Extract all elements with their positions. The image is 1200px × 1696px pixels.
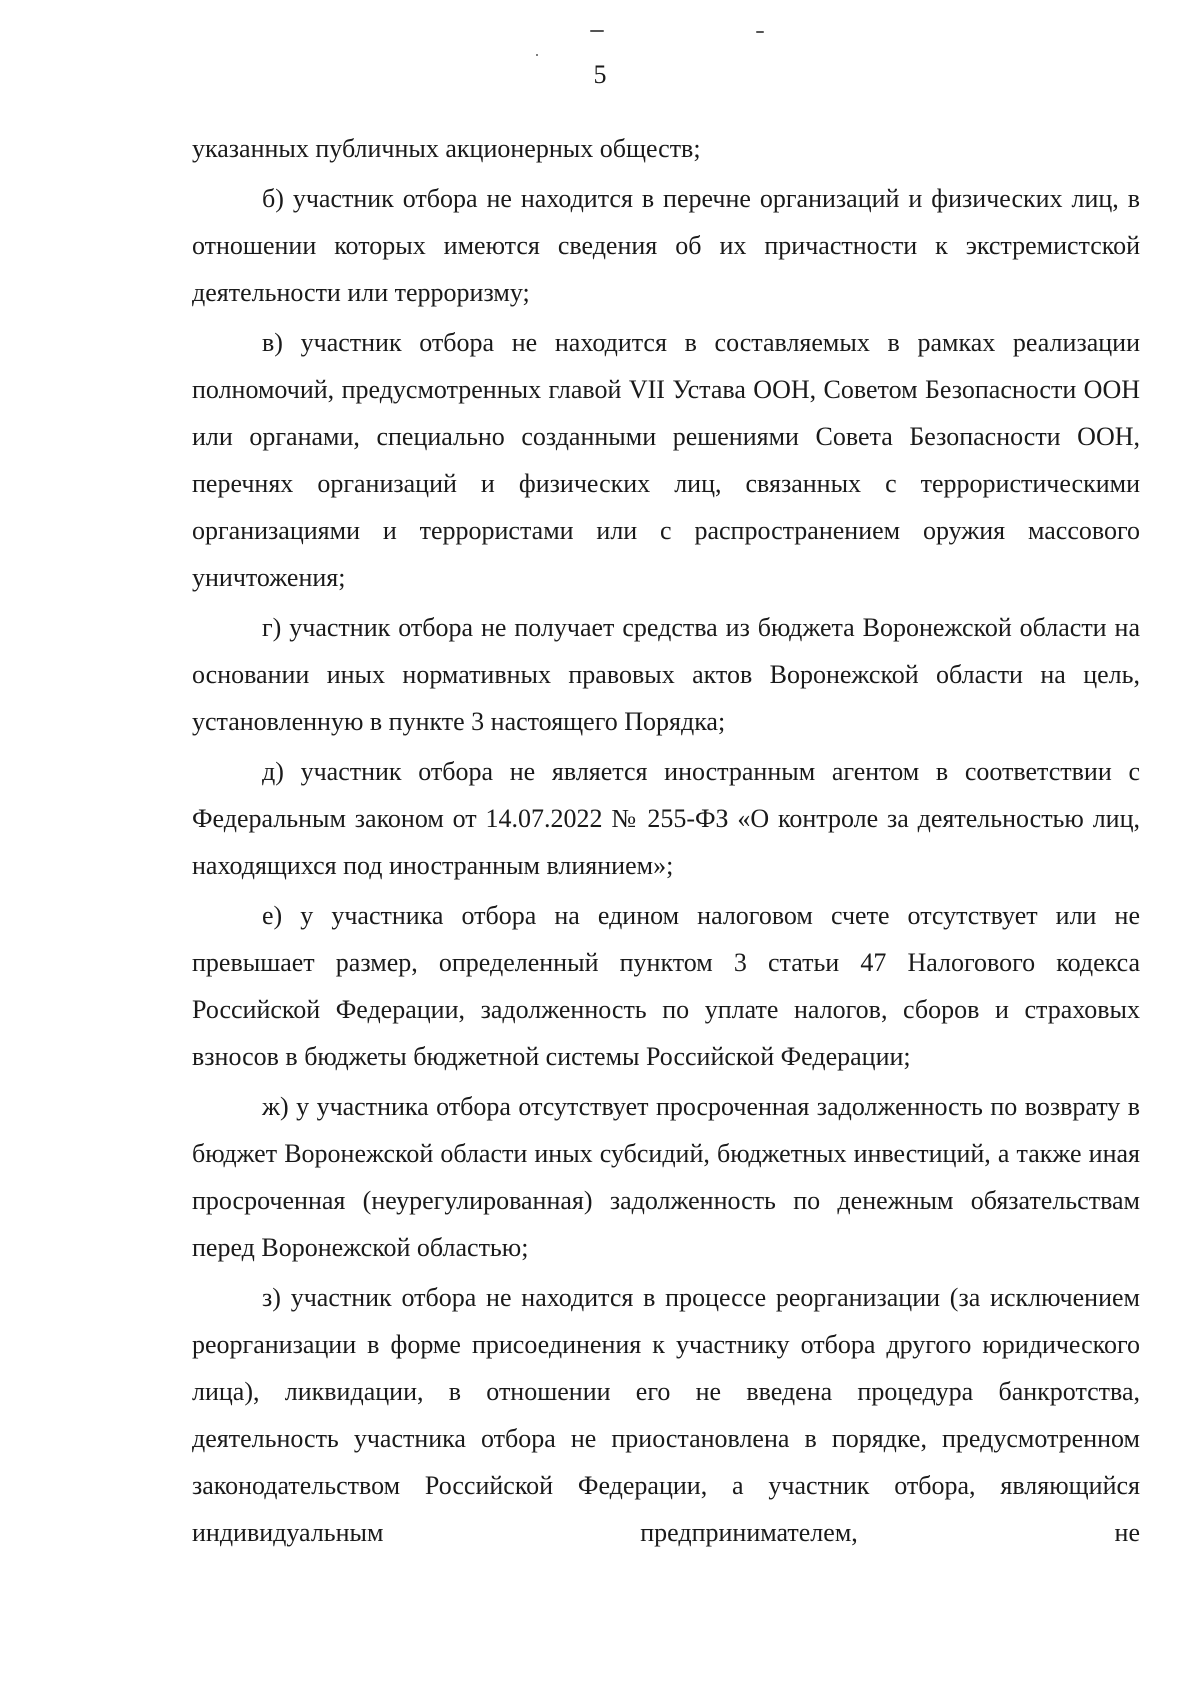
- paragraph-continuation: указанных публичных акционерных обществ;: [192, 134, 701, 163]
- scan-speck: [536, 54, 538, 56]
- paragraph-item-v: в) участник отбора не находится в составляемых в рамках реализации полномочий, предусмотренных главой VII Устава ООН, Советом Безопасности ООН или органами, специально созданными решениями Совета Безопасности ООН, перечнях организаций и физических лиц, связанных с террористическими организациями и террористами или с распространением оружия массового уничтожения;: [192, 328, 1140, 592]
- paragraph-item-zh: ж) у участника отбора отсутствует просроченная задолженность по возврату в бюджет Воронежской области иных субсидий, бюджетных инвестиций, а также иная просроченная (неурегулированная) задолженность по денежным обязательствам перед Воронежской областью;: [192, 1092, 1140, 1262]
- paragraph-item-d: д) участник отбора не является иностранным агентом в соответствии с Федеральным законом от 14.07.2022 № 255-ФЗ «О контроле за деятельностью лиц, находящихся под иностранным влиянием»;: [192, 757, 1140, 880]
- page-number: 5: [593, 60, 607, 89]
- paragraph-item-e: е) у участника отбора на едином налоговом счете отсутствует или не превышает размер, определенный пунктом 3 статьи 47 Налогового кодекса Российской Федерации, задолженность по уплате налогов, сборов и страховых взносов в бюджеты бюджетной системы Российской Федерации;: [192, 901, 1140, 1071]
- scan-speck: [590, 30, 604, 32]
- document-body: [192, 125, 1140, 1556]
- paragraph-item-g: г) участник отбора не получает средства из бюджета Воронежской области на основании иных нормативных правовых актов Воронежской области на цель, установленную в пункте 3 настоящего Порядка;: [192, 613, 1140, 736]
- scan-speck: [756, 31, 764, 33]
- paragraph-item-b: б) участник отбора не находится в перечне организаций и физических лиц, в отношении которых имеются сведения об их причастности к экстремистской деятельности или терроризму;: [192, 184, 1140, 307]
- paragraph-item-z: з) участник отбора не находится в процессе реорганизации (за исключением реорганизации в форме присоединения к участнику отбора другого юридического лица), ликвидации, в отношении его не введена процедура банкротства, деятельность участника отбора не приостановлена в порядке, предусмотренном законодательством Российской Федерации, а участник отбора, являющийся индивидуальным предпринимателем, не: [192, 1283, 1140, 1547]
